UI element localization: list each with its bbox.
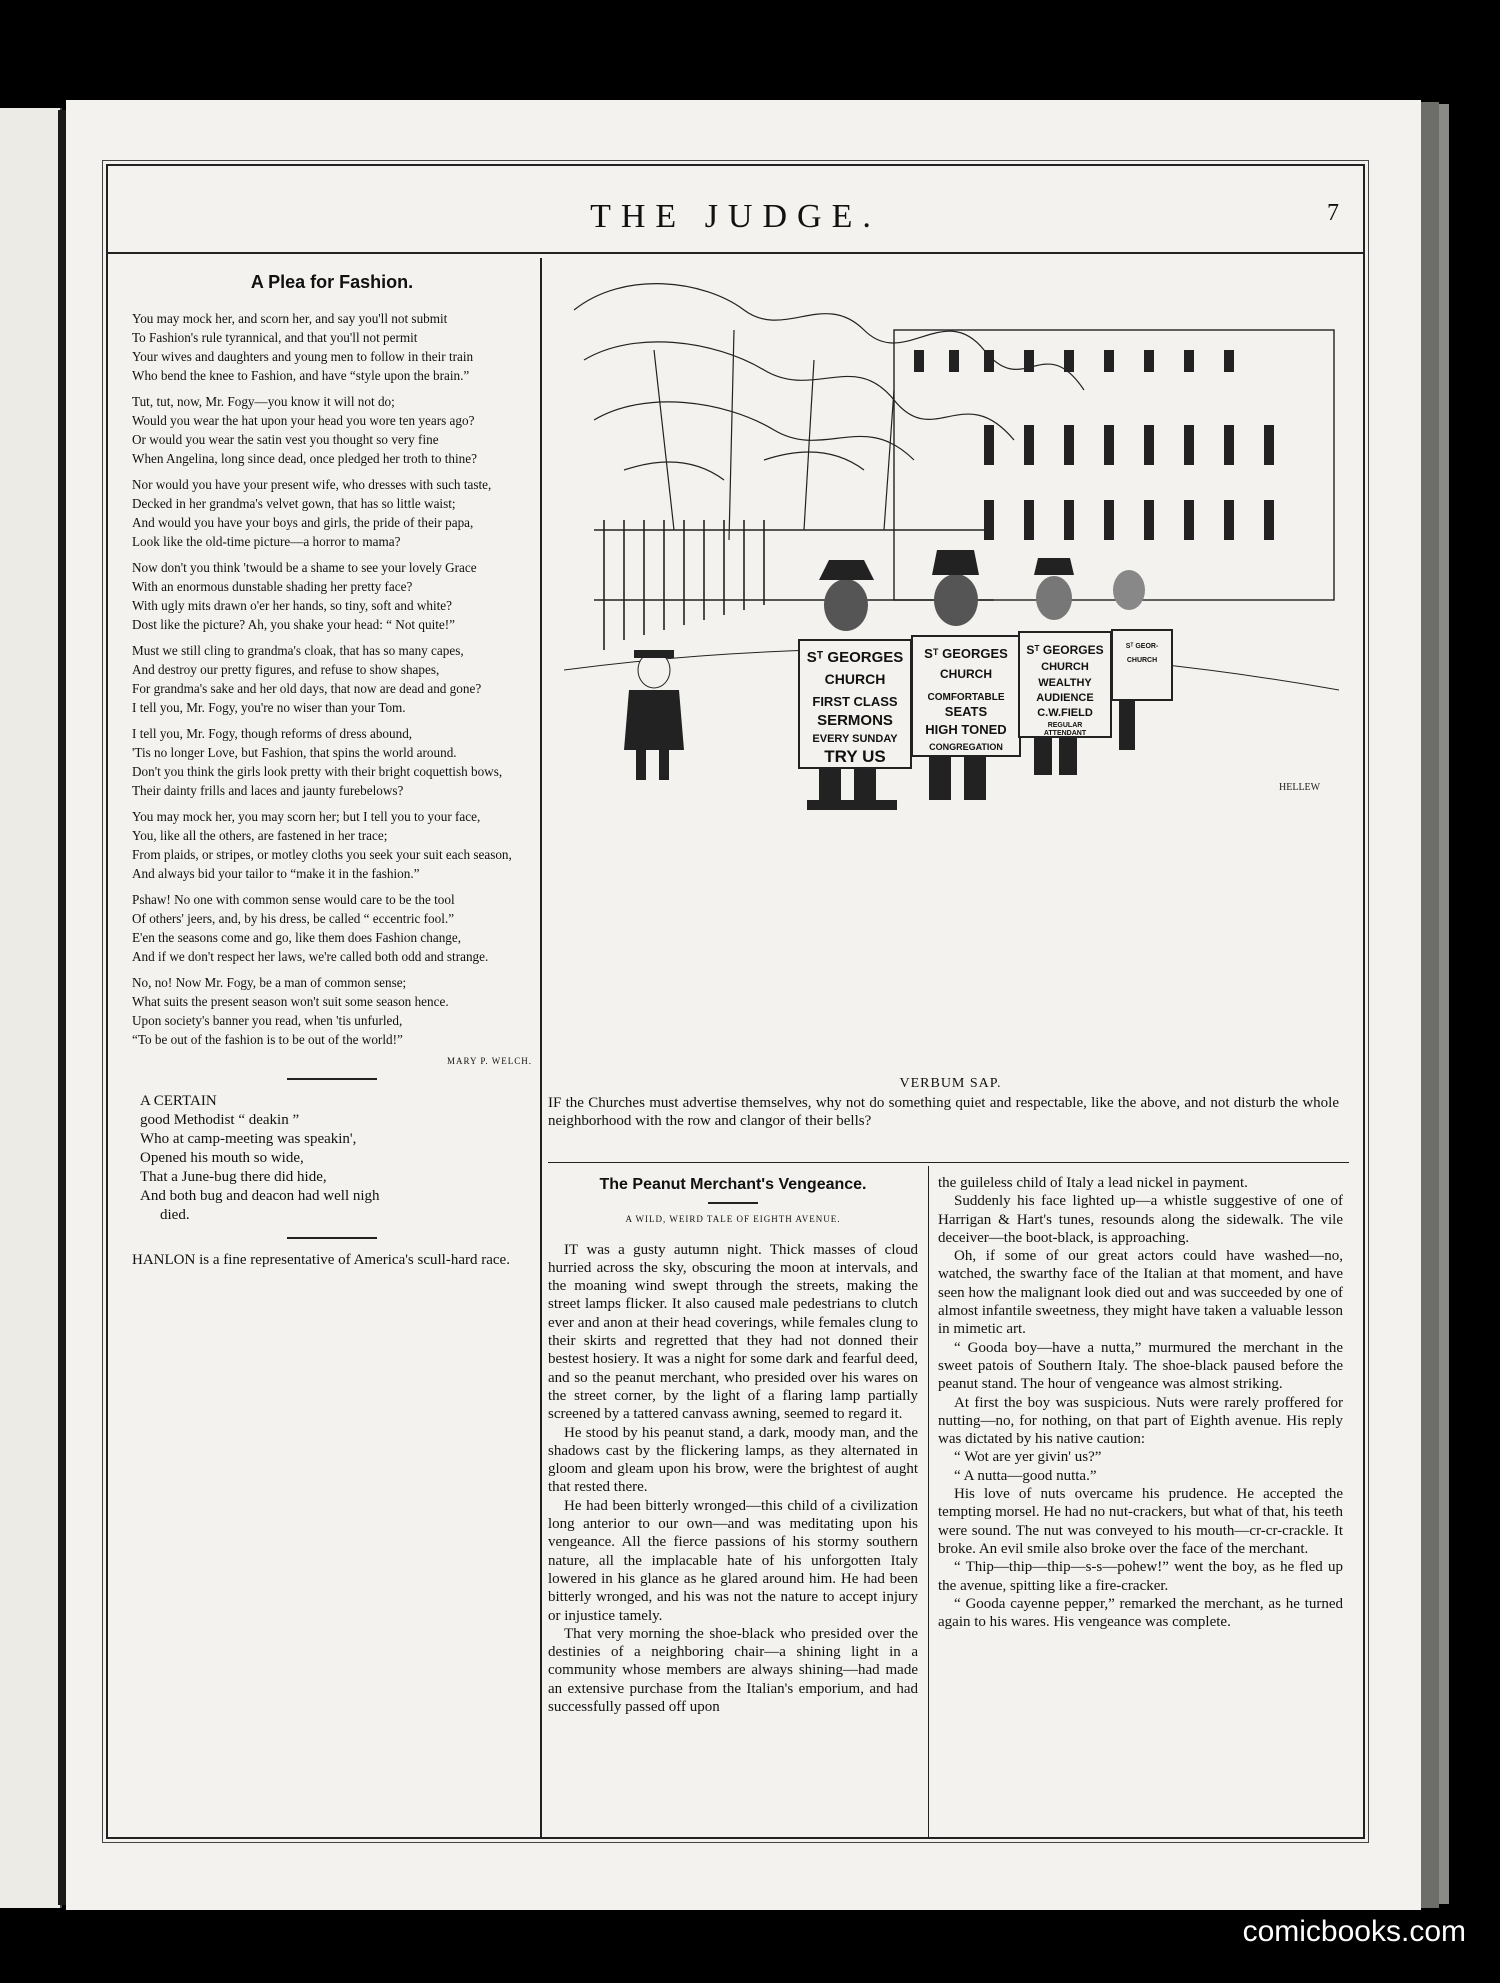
poem-line: E'en the seasons come and go, like them does Fashion change, bbox=[132, 930, 462, 945]
page-number: 7 bbox=[1327, 200, 1339, 226]
verse-line: Opened his mouth so wide, bbox=[140, 1150, 304, 1166]
sign-3-line: CHURCH bbox=[1041, 661, 1089, 673]
poem-line: With an enormous dunstable shading her pretty face? bbox=[132, 579, 413, 594]
poem-line: Tut, tut, now, Mr. Fogy—you know it will not do; bbox=[132, 394, 395, 409]
story-column-divider bbox=[928, 1166, 929, 1837]
hanlon-text: is a fine representative of America's scull-hard race. bbox=[199, 1252, 510, 1268]
verse-line: That a June-bug there did hide, bbox=[140, 1169, 327, 1185]
story-paragraph: His love of nuts overcame his prudence. He accepted the tempting morsel. He had no nut-crackers, but what of that, his teeth were sound. The nut was conveyed to his mouth—cr-cr-crackle. It broke. An evil smile also broke over the face of the merchant. bbox=[938, 1486, 1343, 1557]
poem-line: To Fashion's rule tyrannical, and that you'll not permit bbox=[132, 330, 418, 345]
hanlon-note bbox=[132, 1251, 532, 1270]
horizontal-rule bbox=[548, 1162, 1349, 1163]
verse-line: died. bbox=[160, 1207, 190, 1223]
verse-lead: A CERTAIN bbox=[140, 1093, 217, 1109]
poem-line: And would you have your boys and girls, the pride of their papa, bbox=[132, 515, 474, 530]
poem-line: Look like the old-time picture—a horror to mama? bbox=[132, 534, 401, 549]
short-rule bbox=[708, 1202, 758, 1204]
poem-stanza bbox=[132, 475, 532, 551]
story-paragraph: Suddenly his face lighted up—a whistle suggestive of one of Harrigan & Hart's tunes, resounds along the sidewalk. The vile deceiver—the boot-black, is approaching. bbox=[938, 1193, 1343, 1246]
poem-line: Or would you wear the satin vest you thought so very fine bbox=[132, 432, 439, 447]
poem-line: “To be out of the fashion is to be out of the world!” bbox=[132, 1032, 403, 1047]
poem-line: Their dainty frills and laces and jaunty furebelows? bbox=[132, 783, 404, 798]
previous-page-edge bbox=[0, 108, 62, 1908]
poem-line: What suits the present season won't suit some season hence. bbox=[132, 994, 449, 1009]
sign-1-line: SERMONS bbox=[817, 712, 893, 729]
masthead-rule bbox=[108, 252, 1363, 254]
left-column bbox=[132, 262, 532, 1821]
sign-2-line: HIGH TONED bbox=[925, 722, 1007, 737]
sign-3-line: REGULAR bbox=[1047, 722, 1083, 729]
poem-line: Nor would you have your present wife, who dresses with such taste, bbox=[132, 477, 492, 492]
poem-signature: MARY P. WELCH. bbox=[446, 1056, 532, 1066]
poem-line: When Angelina, long since dead, once pledged her troth to thine? bbox=[132, 451, 477, 466]
cartoon-illustration bbox=[564, 270, 1339, 835]
poem-body bbox=[132, 309, 532, 1049]
poem-line: 'Tis no longer Love, but Fashion, that spins the world around. bbox=[132, 745, 457, 760]
story-paragraph: He had been bitterly wronged—this child of a civilization long anterior to our own—and was meditating upon his vengeance. All the fierce passions of his stormy southern nature, all the implacable hate of his unforgotten Italy lowered in his glance as he glared around him. He had been bitterly wronged, and his was not the nature to accept injury or injustice tamely. bbox=[548, 1497, 918, 1624]
verse-first-line: good Methodist “ deakin ” bbox=[140, 1112, 300, 1128]
sign-1-line: Sᵀ GEORGES bbox=[806, 649, 904, 666]
cartoon-caption-title: VERBUM SAP. bbox=[899, 1076, 1002, 1091]
sign-3-line: AUDIENCE bbox=[1036, 692, 1094, 704]
story-column-1 bbox=[548, 1176, 918, 1716]
sign-2-line: COMFORTABLE bbox=[927, 692, 1005, 703]
story-paragraph: the guileless child of Italy a lead nickel in payment. bbox=[938, 1175, 1248, 1191]
poem-stanza bbox=[132, 973, 532, 1049]
poem-line: From plaids, or stripes, or motley cloths you seek your suit each season, bbox=[132, 847, 512, 862]
poem-line: Don't you think the girls look pretty with their bright coquettish bows, bbox=[132, 764, 503, 779]
poem-line: You may mock her, you may scorn her; but I tell you to your face, bbox=[132, 809, 481, 824]
poem-line: Your wives and daughters and young men to follow in their train bbox=[132, 349, 474, 364]
page-frame bbox=[106, 164, 1365, 1839]
page-stack-edge-outer bbox=[1439, 104, 1449, 1904]
poem-stanza bbox=[132, 890, 532, 966]
poem-line: Dost like the picture? Ah, you shake your head: “ Not quite!” bbox=[132, 617, 456, 632]
poem-stanza bbox=[132, 807, 532, 883]
magazine-page bbox=[66, 100, 1421, 1910]
story-paragraph bbox=[548, 1241, 918, 1424]
story-text: was a gusty autumn night. Thick masses of cloud hurried across the sky, obscuring the moon at intervals, and the moaning wind swept through the streets, making the street lamps flicker. It also caused male pedestrians to clutch ever and anon at their head coverings, while females clung to their skirts and regretted that they had not donned their bestest hosiery. It was a night for some dark and fearful deed, and so the peanut merchant, who presided over his wares on the street corner, by the light of a flaring lamp partially screened by a tattered canvass awning, seemed to regard it. bbox=[548, 1241, 919, 1423]
poem-line: For grandma's sake and her old days, that now are dead and gone? bbox=[132, 681, 482, 696]
poem-line: And destroy our pretty figures, and refuse to show shapes, bbox=[132, 662, 440, 677]
sign-1-line: FIRST CLASS bbox=[812, 694, 898, 709]
poem-line: And if we don't respect her laws, we're called both odd and strange. bbox=[132, 949, 489, 964]
sign-3-line: Sᵀ GEORGES bbox=[1026, 643, 1104, 657]
story-paragraph: That very morning the shoe-black who presided over the destinies of a neighboring chair—a shining light in a community whose members are always shining—had made an extensive purchase from the Italian's emporium, and had successfully passed off upon bbox=[548, 1625, 918, 1716]
poem-line: I tell you, Mr. Fogy, you're no wiser than your Tom. bbox=[132, 700, 406, 715]
sign-2-line: CONGREGATION bbox=[929, 742, 1003, 752]
poem-line: Must we still cling to grandma's cloak, that has so many capes, bbox=[132, 643, 464, 658]
poem-line: Of others' jeers, and, by his dress, be called “ eccentric fool.” bbox=[132, 911, 455, 926]
column-divider bbox=[540, 258, 542, 1837]
poem-line: No, no! Now Mr. Fogy, be a man of common sense; bbox=[132, 975, 407, 990]
short-rule bbox=[287, 1237, 377, 1239]
sign-1-line: EVERY SUNDAY bbox=[812, 733, 898, 745]
story-subtitle: A WILD, WEIRD TALE OF EIGHTH AVENUE. bbox=[625, 1214, 841, 1225]
poem-line: Pshaw! No one with common sense would care to be the tool bbox=[132, 892, 455, 907]
sign-3-line: C.W.FIELD bbox=[1037, 707, 1093, 719]
methodist-verse bbox=[132, 1092, 532, 1225]
short-rule bbox=[287, 1078, 377, 1080]
sign-3-line: WEALTHY bbox=[1038, 677, 1092, 689]
artist-signature: HELLEW bbox=[1279, 782, 1321, 793]
poem-line: Upon society's banner you read, when 'tis unfurled, bbox=[132, 1013, 403, 1028]
story-title: The Peanut Merchant's Vengeance. bbox=[599, 1176, 867, 1193]
story-paragraph: At first the boy was suspicious. Nuts were rarely proffered for nutting—no, for nothing, on that part of Eighth avenue. His reply was dictated by his native caution: bbox=[938, 1394, 1343, 1448]
page-stack-edge bbox=[1421, 102, 1439, 1908]
story-column-2 bbox=[938, 1174, 1343, 1631]
sign-3-line: ATTENDANT bbox=[1043, 730, 1087, 737]
sign-2-line: SEATS bbox=[944, 704, 988, 719]
story-paragraph: “ Wot are yer givin' us?” bbox=[954, 1449, 1102, 1466]
story-paragraph: Oh, if some of our great actors could have washed—no, watched, the swarthy face of the Italian at that moment, and have seen how the malignant look died out and was succeeded by one of almost infantile sweetness, they might have taken a valuable lesson in mimetic art. bbox=[938, 1248, 1343, 1338]
poem-line: Decked in her grandma's velvet gown, that has so little waist; bbox=[132, 496, 456, 511]
masthead: THE JUDGE. bbox=[590, 198, 881, 235]
sign-2-line: CHURCH bbox=[940, 667, 992, 681]
verse-line: Who at camp-meeting was speakin', bbox=[140, 1131, 357, 1147]
story-paragraph: He stood by his peanut stand, a dark, moody man, and the shadows cast by the flickering lamps, as they alternated in gloom and gleam upon his brow, were the brightest of aught that rested there. bbox=[548, 1424, 918, 1496]
poem-line: Who bend the knee to Fashion, and have “style upon the brain.” bbox=[132, 368, 470, 383]
poem-line: With ugly mits drawn o'er her hands, so tiny, soft and white? bbox=[132, 598, 452, 613]
poem-stanza bbox=[132, 641, 532, 717]
story-paragraph: “ Gooda cayenne pepper,” remarked the merchant, as he turned again to his wares. His vengeance was complete. bbox=[938, 1595, 1343, 1631]
sign-4-line: Sᵀ GEOR- bbox=[1125, 643, 1159, 650]
story-paragraph: “ A nutta—good nutta.” bbox=[954, 1467, 1097, 1484]
story-paragraph: “ Gooda boy—have a nutta,” murmured the merchant in the sweet patois of Southern Italy. The shoe-black paused before the peanut stand. The hour of vengeance was almost striking. bbox=[938, 1339, 1343, 1393]
hanlon-lead: HANLON bbox=[132, 1252, 196, 1268]
poem-stanza bbox=[132, 309, 532, 385]
story-paragraph: “ Thip—thip—thip—s-s—pohew!” went the boy, as he fled up the avenue, spitting like a fire-cracker. bbox=[938, 1559, 1343, 1594]
poem-line: I tell you, Mr. Fogy, though reforms of dress abound, bbox=[132, 726, 413, 741]
verse-line: And both bug and deacon had well nigh bbox=[140, 1188, 380, 1204]
poem-line: You may mock her, and scorn her, and say you'll not submit bbox=[132, 311, 448, 326]
poem-stanza bbox=[132, 724, 532, 800]
verse-line bbox=[140, 1092, 532, 1130]
poem-line: Would you wear the hat upon your head you wore ten years ago? bbox=[132, 413, 475, 428]
poem-stanza bbox=[132, 392, 532, 468]
sign-1-line: TRY US bbox=[824, 747, 886, 766]
story-lead: IT bbox=[564, 1241, 579, 1258]
watermark: comicbooks.com bbox=[1242, 1915, 1466, 1948]
sign-1-line: CHURCH bbox=[824, 671, 886, 687]
poem-line: Now don't you think 'twould be a shame to see your lovely Grace bbox=[132, 560, 477, 575]
cartoon-caption bbox=[548, 1094, 1339, 1130]
sign-4-line: CHURCH bbox=[1126, 657, 1158, 664]
poem-line: You, like all the others, are fastened in her trace; bbox=[132, 828, 388, 843]
sign-2-line: Sᵀ GEORGES bbox=[924, 646, 1008, 661]
caption-lead: IF bbox=[548, 1095, 562, 1111]
poem-title: A Plea for Fashion. bbox=[250, 272, 414, 292]
caption-text: the Churches must advertise themselves, why not do something quiet and respectable, like the above, and not disturb the whole neighborhood with the row and clangor of their bells? bbox=[548, 1095, 1340, 1129]
poem-line: And always bid your tailor to “make it in the fashion.” bbox=[132, 866, 420, 881]
poem-stanza bbox=[132, 558, 532, 634]
